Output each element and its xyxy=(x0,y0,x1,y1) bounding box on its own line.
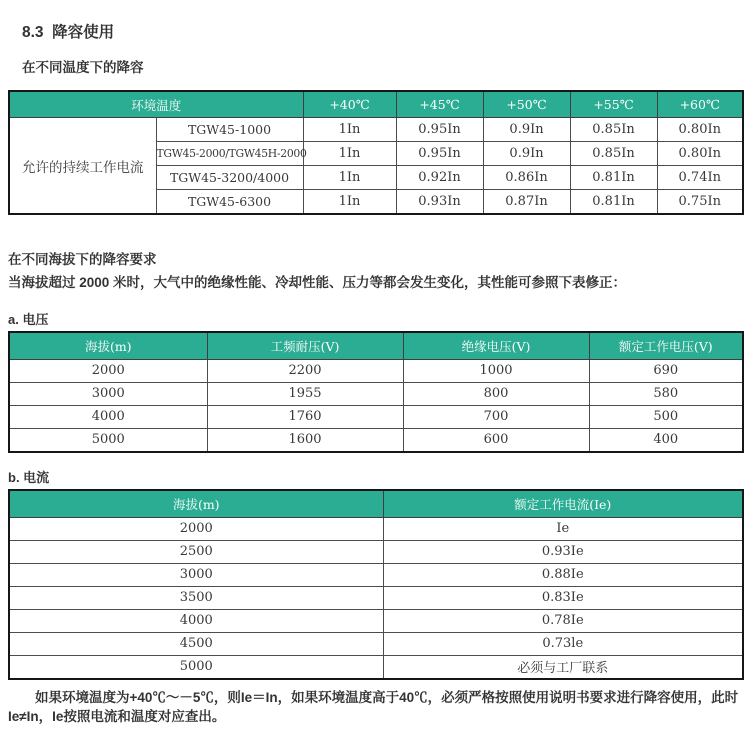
table-cell: 0.86In xyxy=(483,166,570,190)
temperature-derating-table xyxy=(8,90,744,215)
table-cell: 800 xyxy=(403,382,589,405)
table-cell: 0.93Ie xyxy=(383,540,743,563)
current-derating-table xyxy=(8,489,744,680)
table-cell: 1760 xyxy=(207,405,403,428)
table-cell: 3000 xyxy=(9,382,207,405)
table-cell: 600 xyxy=(403,428,589,452)
table-cell: 0.80In xyxy=(657,118,743,142)
table-cell: 1955 xyxy=(207,382,403,405)
column-header-temp-45: +45℃ xyxy=(396,91,483,118)
column-header-temp-55: +55℃ xyxy=(570,91,657,118)
voltage-derating-table xyxy=(8,331,744,453)
table-cell: 3500 xyxy=(9,586,383,609)
table-cell: 0.83Ie xyxy=(383,586,743,609)
table-row xyxy=(9,428,743,452)
model-cell: TGW45-2000/TGW45H-2000 xyxy=(156,142,303,166)
table-cell: 1In xyxy=(303,166,396,190)
table-cell: 3000 xyxy=(9,563,383,586)
table-cell: 0.88Ie xyxy=(383,563,743,586)
table-cell: 4000 xyxy=(9,609,383,632)
table-cell: 0.95In xyxy=(396,118,483,142)
table-header-row xyxy=(9,490,743,518)
table-cell: 700 xyxy=(403,405,589,428)
column-header-temp-40: +40℃ xyxy=(303,91,396,118)
table-cell: 必须与工厂联系 xyxy=(383,655,743,679)
table-cell: 0.85In xyxy=(570,118,657,142)
current-subsection-label: b. 电流 xyxy=(8,469,50,485)
table-cell: 400 xyxy=(589,428,743,452)
table-row xyxy=(9,118,743,142)
table-row xyxy=(9,382,743,405)
table-row xyxy=(9,655,743,679)
table-cell: 690 xyxy=(589,359,743,382)
row-group-label-continuous-current: 允许的持续工作电流 xyxy=(9,118,156,215)
table-row xyxy=(9,609,743,632)
table-cell: 0.95In xyxy=(396,142,483,166)
footnote-paragraph: 如果环境温度为+40℃～－5℃，则Ie＝In，如果环境温度高于40℃，必须严格按照使用说明书要求进行降容使用，此时Ie≠In，Ie按照电流和温度对应查出。 xyxy=(8,689,739,724)
table-cell: 1000 xyxy=(403,359,589,382)
table-row xyxy=(9,517,743,540)
table-cell: 2500 xyxy=(9,540,383,563)
table-cell: 4500 xyxy=(9,632,383,655)
table-cell: 5000 xyxy=(9,428,207,452)
column-header-insulation-voltage: 绝缘电压(V) xyxy=(403,332,589,360)
table-cell: 0.80In xyxy=(657,142,743,166)
table-cell: 2000 xyxy=(9,517,383,540)
table-cell: 0.93In xyxy=(396,190,483,215)
table-cell: 0.75In xyxy=(657,190,743,215)
table-row xyxy=(9,632,743,655)
model-cell: TGW45-1000 xyxy=(156,118,303,142)
table-header-row xyxy=(9,91,743,118)
column-header-power-freq-withstand-voltage: 工频耐压(V) xyxy=(207,332,403,360)
table-cell: 500 xyxy=(589,405,743,428)
altitude-section-heading: 在不同海拔下的降容要求 xyxy=(8,252,157,267)
table-header-row xyxy=(9,332,743,360)
column-header-rated-working-voltage: 额定工作电压(V) xyxy=(589,332,743,360)
table-cell: 2200 xyxy=(207,359,403,382)
column-header-ambient-temperature: 环境温度 xyxy=(9,91,303,118)
table-row xyxy=(9,586,743,609)
table-cell: 1In xyxy=(303,142,396,166)
table-cell: 5000 xyxy=(9,655,383,679)
table-cell: 0.73le xyxy=(383,632,743,655)
table-cell: 0.87In xyxy=(483,190,570,215)
altitude-intro-paragraph: 当海拔超过 2000 米时，大气中的绝缘性能、冷却性能、压力等都会发生变化，其性能可参照下表修正： xyxy=(8,275,627,290)
table-row xyxy=(9,540,743,563)
table-cell: 0.81In xyxy=(570,190,657,215)
column-header-rated-working-current: 额定工作电流(Ie) xyxy=(383,490,743,518)
table-row xyxy=(9,405,743,428)
table-row xyxy=(9,563,743,586)
table-cell: 4000 xyxy=(9,405,207,428)
table-cell: Ie xyxy=(383,517,743,540)
column-header-altitude: 海拔(m) xyxy=(9,332,207,360)
temperature-section-heading: 在不同温度下的降容 xyxy=(22,60,144,75)
table-cell: 1In xyxy=(303,190,396,215)
table-cell: 1In xyxy=(303,118,396,142)
table-cell: 0.9In xyxy=(483,118,570,142)
model-cell: TGW45-3200/4000 xyxy=(156,166,303,190)
table-cell: 0.9In xyxy=(483,142,570,166)
table-row xyxy=(9,359,743,382)
table-cell: 0.74In xyxy=(657,166,743,190)
page-title: 8.3 降容使用 xyxy=(22,24,115,41)
table-cell: 0.92In xyxy=(396,166,483,190)
column-header-temp-60: +60℃ xyxy=(657,91,743,118)
column-header-altitude: 海拔(m) xyxy=(9,490,383,518)
column-header-temp-50: +50℃ xyxy=(483,91,570,118)
table-cell: 1600 xyxy=(207,428,403,452)
table-cell: 580 xyxy=(589,382,743,405)
model-cell: TGW45-6300 xyxy=(156,190,303,215)
table-cell: 2000 xyxy=(9,359,207,382)
table-cell: 0.85In xyxy=(570,142,657,166)
voltage-subsection-label: a. 电压 xyxy=(8,311,49,327)
table-cell: 0.81In xyxy=(570,166,657,190)
table-cell: 0.78Ie xyxy=(383,609,743,632)
